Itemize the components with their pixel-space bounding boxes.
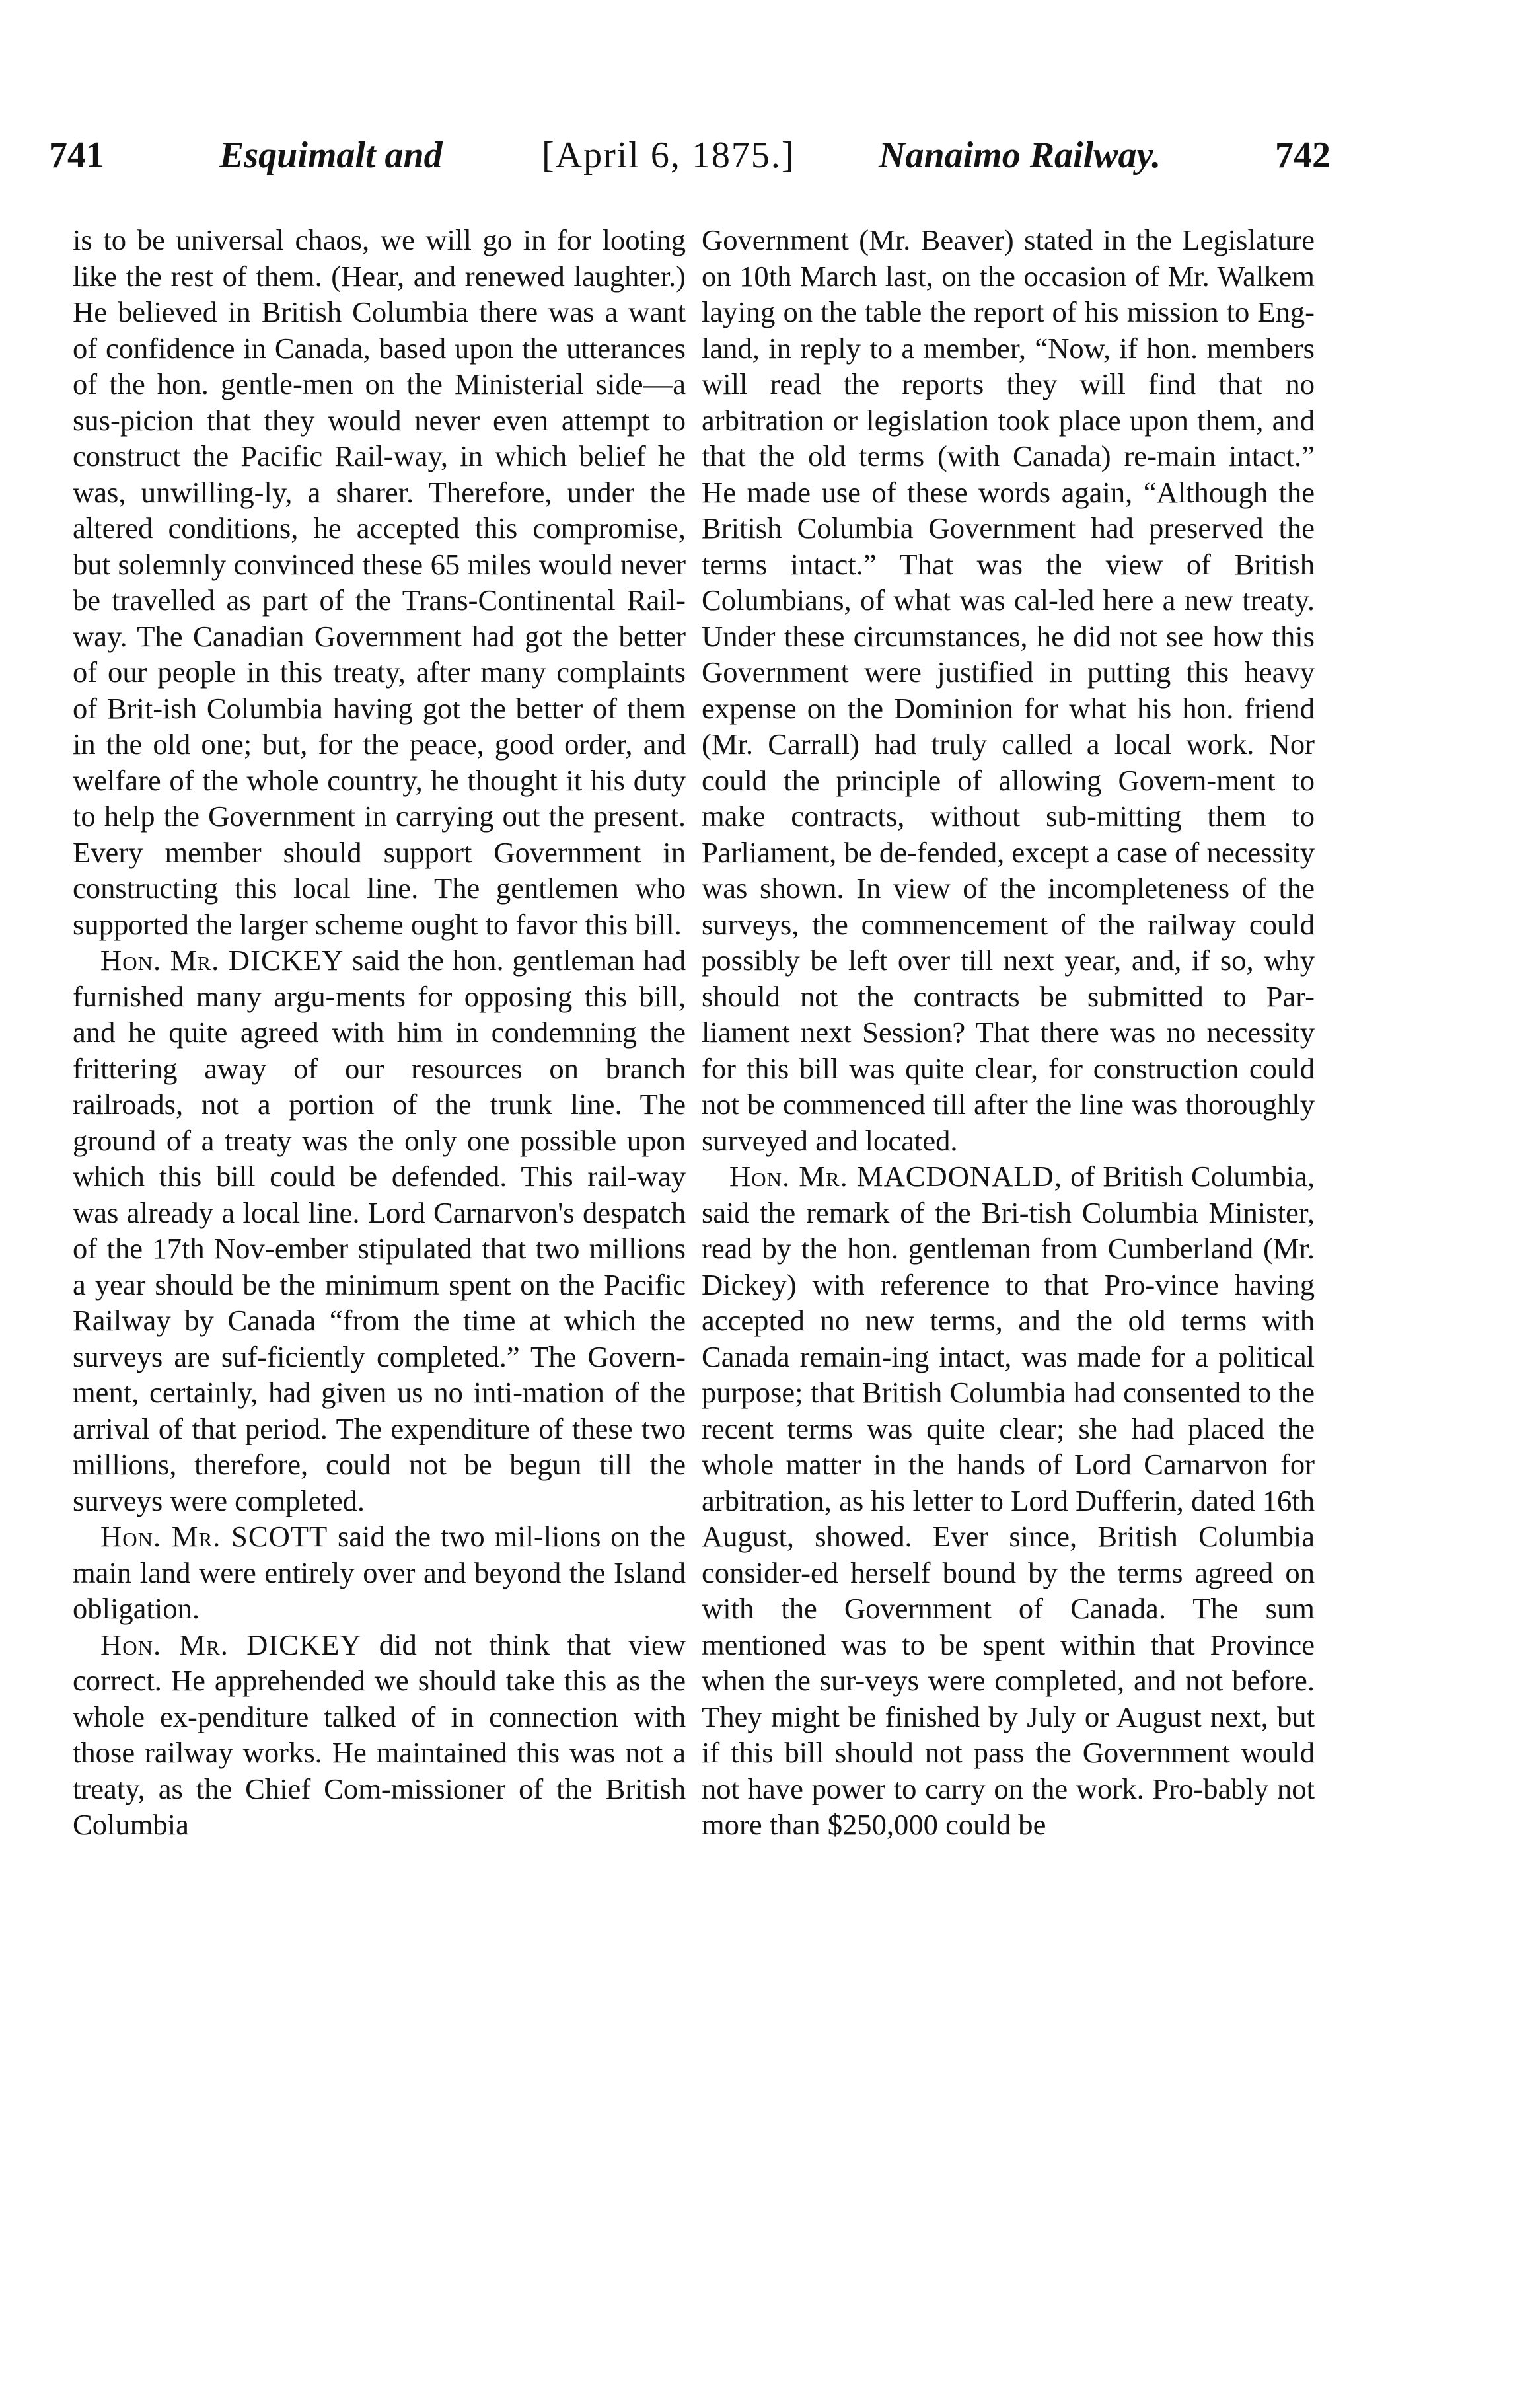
speech-text: said the hon. gentleman had furnished many argu-ments for opposing this bill, and he quite agreed with him in condemning the frittering away of our resources on branch railroads, not a portion of the trunk line. The ground of a treaty was the only one possible upon which this bill could be defended. This rail-way was already a local line. Lord Carnarvon's despatch of the 17th Nov-ember stipulated that two millions a year should be the minimum spent on the Pacific Railway by Canada “from the time at which the surveys are suf-ficiently completed.” The Govern-ment, certainly, had given us no inti-mation of the arrival of that period. The expenditure of these two millions, therefore, could not be begun till the surveys were completed. [73,944,686,1517]
speech-text: did not think that view correct. He apprehended we should take this as the whole ex-penditure talked of in connection with those railway works. He maintained this was not a treaty, as the Chief Com-missioner of the British Columbia [73,1628,686,1841]
speaker-name: Hon. Mr. MACDONALD, [729,1160,1062,1193]
right-running-title: Nanaimo Railway. [879,135,1161,176]
speech-paragraph [702,1158,1315,1843]
left-column [73,222,686,1843]
speech-paragraph [73,1627,686,1843]
speech-text: said the two mil-lions on the main land were entirely over and beyond the Island obligation. [73,1520,686,1625]
paragraph: is to be universal chaos, we will go in for looting like the rest of them. (Hear, and renewed laughter.) He believed in British Columbia there was a want of confidence in Canada, based upon the utterances of the hon. gentle-men on the Ministerial side—a sus-picion that they would never even attempt to construct the Pacific Rail-way, in which belief he was, unwilling-ly, a sharer. Therefore, under the altered conditions, he accepted this compromise, but solemnly convinced these 65 miles would never be travelled as part of the Trans-Continental Rail-way. The Canadian Government had got the better of our people in this treaty, after many complaints of Brit-ish Columbia having got the better of them in the old one; but, for the peace, good order, and welfare of the whole country, he thought it his duty to help the Government in carrying out the present. Every member should support Government in constructing this local line. The gentlemen who supported the larger scheme ought to favor this bill. [73,223,686,941]
speech-paragraph [73,1519,686,1627]
running-head [40,132,1493,185]
speaker-name: Hon. Mr. DICKEY [100,1628,362,1661]
speech-text: of British Columbia, said the remark of the Bri-tish Columbia Minister, read by the hon. gentleman from Cumberland (Mr. Dickey) with reference to that Pro-vince having accepted no new terms, and the old terms with Canada remain-ing intact, was made for a political purpose; that British Columbia had consented to the recent terms was quite clear; she had placed the whole matter in the hands of Lord Carnarvon for arbitration, as his letter to Lord Dufferin, dated 16th August, showed. Ever since, British Columbia consider-ed herself bound by the terms agreed on with the Government of Canada. The sum mentioned was to be spent within that Province when the sur-veys were completed, and not before. They might be finished by July or August next, but if this bill should not pass the Government would not have power to carry on the work. Pro-bably not more than $250,000 could be [702,1160,1315,1841]
left-page-number: 741 [49,135,104,176]
speaker-name: Hon. Mr. SCOTT [100,1520,328,1553]
session-date: [April 6, 1875.] [542,135,795,176]
right-page-number: 742 [1275,135,1331,176]
right-column [702,222,1315,1843]
left-running-title: Esquimalt and [219,135,443,176]
speech-paragraph [73,942,686,1519]
speaker-name: Hon. Mr. DICKEY [100,944,344,977]
paragraph: Government (Mr. Beaver) stated in the Legislature on 10th March last, on the occasion of Mr. Walkem laying on the table the report of his mission to Eng-land, in reply to a member, “Now, if hon. members will read the reports they will find that no arbitration or legislation took place upon them, and that the old terms (with Canada) re-main intact.” He made use of these words again, “Although the British Columbia Government had preserved the terms intact.” That was the view of British Columbians, of what was cal-led here a new treaty. Under these circumstances, he did not see how this Government were justified in putting this heavy expense on the Dominion for what his hon. friend (Mr. Carrall) had truly called a local work. Nor could the principle of allowing Govern-ment to make contracts, without sub-mitting them to Parliament, be de-fended, except a case of necessity was shown. In view of the incompleteness of the surveys, the commencement of the railway could possibly be left over till next year, and, if so, why should not the contracts be submitted to Par-liament next Session? That there was no necessity for this bill was quite clear, for construction could not be commenced till after the line was thoroughly surveyed and located. [702,223,1315,1157]
